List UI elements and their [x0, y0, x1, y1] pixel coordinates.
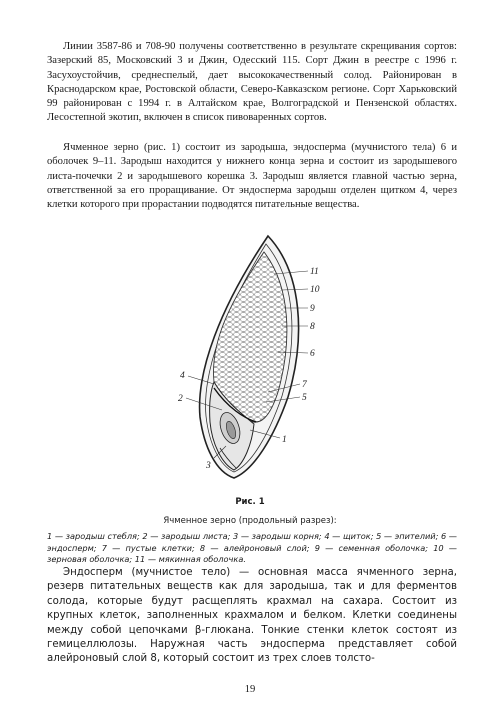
label-6: 6 — [310, 349, 315, 359]
paragraph-endosperm: Эндосперм (мучнистое тело) — основная масса ячменного зерна, резерв питательных веществ как для зародыша, так и для ферментов солода, которые будут расщеплять крахмал на сахара. Состоит из крупных клеток, заполненных крахмалом и белком. Клетки соединены между собой цепочками β-глюкана. Тонкие стенки клеток состоят из гемицеллюлозы. Наружная часть эндосперма представляет собой алейроновый слой 8, который состоит из трех слоев толсто- — [47, 567, 457, 665]
label-5: 5 — [302, 393, 307, 403]
figure-title: Рис. 1 — [235, 497, 265, 507]
figure-legend: 1 — зародыш стебля; 2 — зародыш листа; 3 — зародыш корня; 4 — щиток; 5 — эпителий; 6 — эндосперм; 7 — пустые клетки; 8 — алейроновый слой; 9 — семенная оболочка; 10 — зерновая оболочка; 11 — мякинная оболочка. — [47, 531, 457, 565]
label-2: 2 — [178, 394, 183, 404]
label-4: 4 — [180, 371, 185, 381]
label-10: 10 — [310, 285, 320, 295]
label-9: 9 — [310, 304, 315, 314]
figure-subtitle: Ячменное зерно (продольный разрез): — [163, 516, 337, 526]
label-3: 3 — [206, 461, 211, 471]
label-8: 8 — [310, 322, 315, 332]
label-1: 1 — [282, 435, 287, 445]
label-7: 7 — [302, 380, 307, 390]
paragraph-grain-structure: Ячменное зерно (рис. 1) состоит из зародыша, эндосперма (мучнистого тела) 6 и оболочек 9–11. Зародыш находится у нижнего конца зерна и состоит из зародышевого листа-почечки 2 и зародышевого корешка 3. Зародыш является главной частью зерна, ответственной за его проращивание. От эндосперма зародыш отделен щитком 4, через клетки которого при прорастании подводятся питательные вещества. — [47, 142, 457, 211]
page-number: 19 — [244, 684, 256, 695]
label-11: 11 — [310, 267, 319, 277]
barley-grain-figure — [170, 232, 340, 484]
paragraph-varieties: Линии 3587-86 и 708-90 получены соответственно в результате скрещивания сортов: Зазерский 85, Московский 3 и Джин, Одесский 115. Сорт Джин в реестре с 1996 г. Засухоустойчив, среднеспелый, дает высококачественный солод. Районирован в Краснодарском крае, Ростовской области, Северо-Кавказском регионе. Сорт Харьковский 99 районирован с 1994 г. в Алтайском крае, Волгоградской и Пензенской областях. Лесостепной экотип, включен в список пивоваренных сортов. — [47, 41, 457, 124]
